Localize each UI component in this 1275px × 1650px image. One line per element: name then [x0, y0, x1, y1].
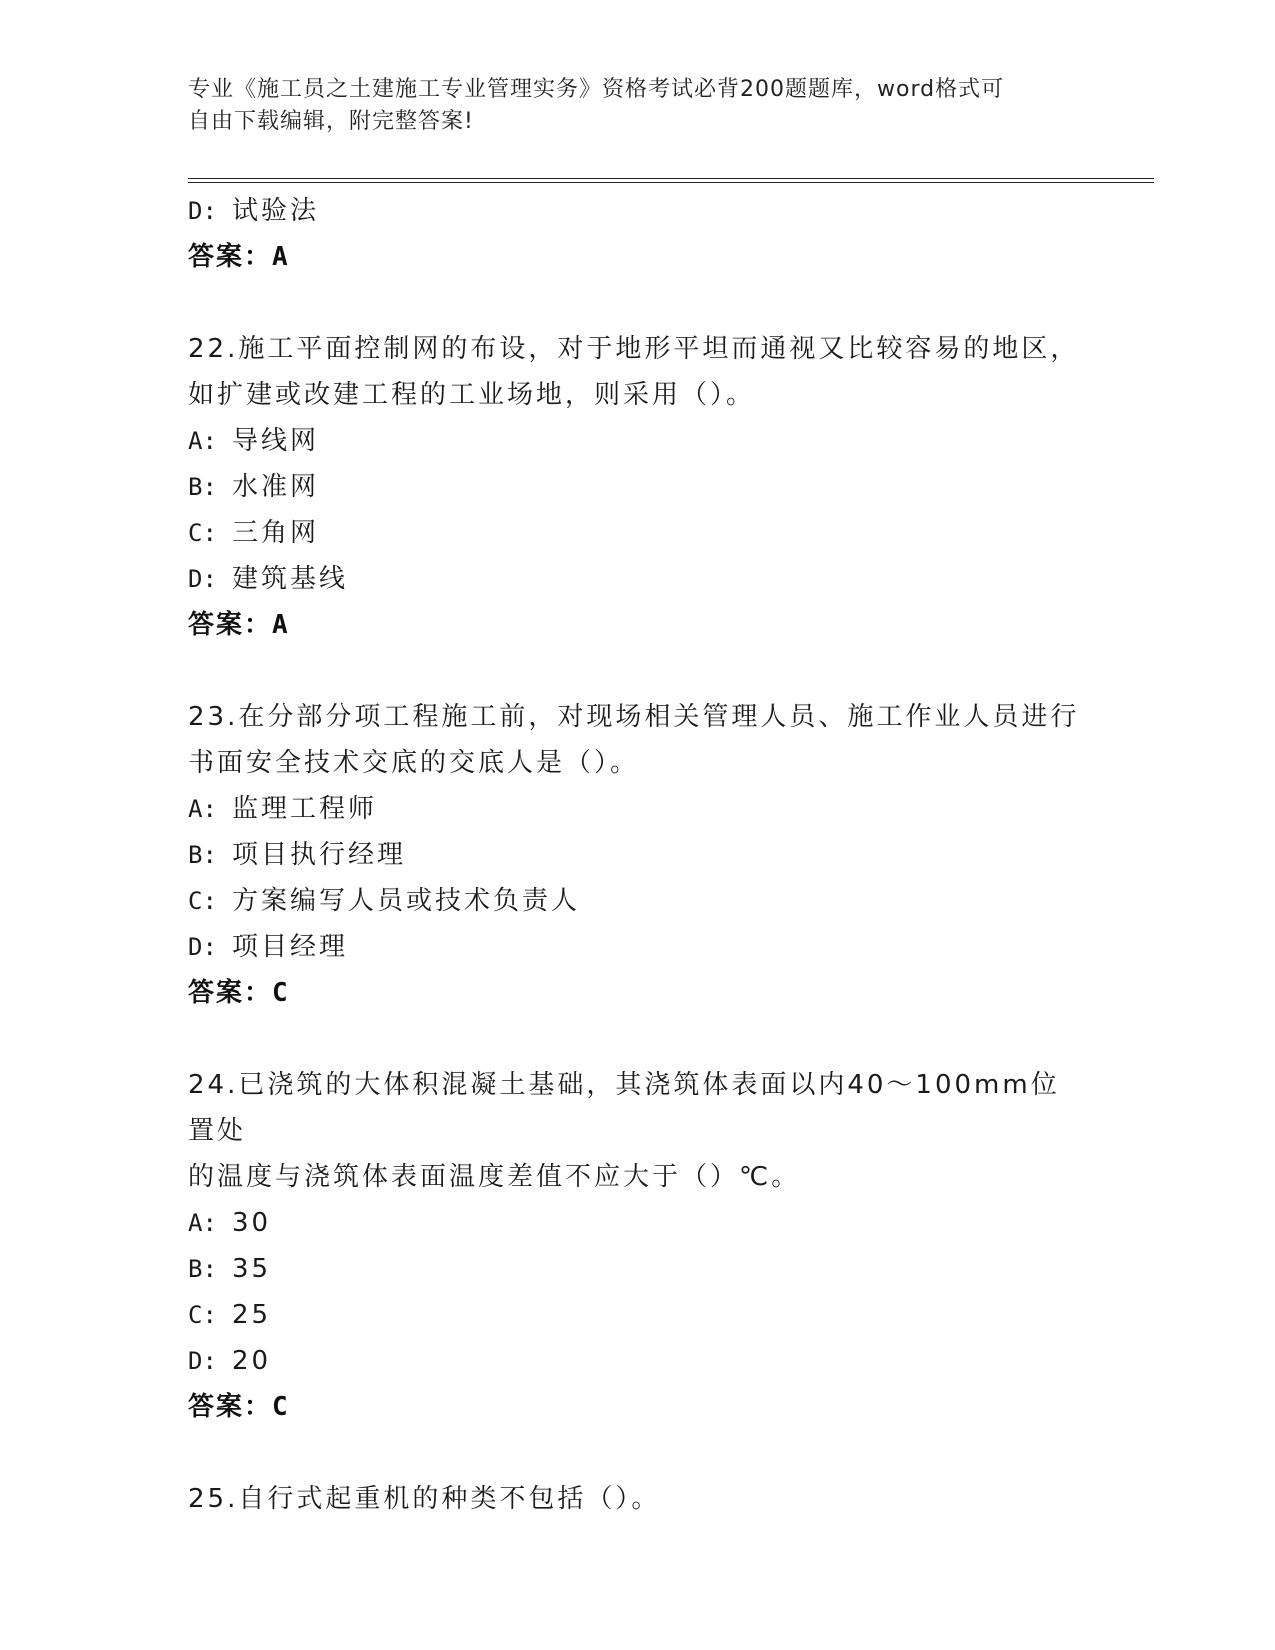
question-list: [188, 188, 1088, 1522]
option-key: D:: [188, 197, 217, 225]
option-d: [188, 556, 1088, 602]
option-text: 20: [232, 1346, 272, 1376]
option-key: B:: [188, 473, 217, 501]
question-25: [188, 1476, 1088, 1522]
option-key: C:: [188, 887, 217, 915]
option-key: A:: [188, 795, 217, 823]
option-key: D:: [188, 565, 217, 593]
question-text-line-2: 如扩建或改建工程的工业场地，则采用（）。: [188, 380, 756, 410]
question-22: [188, 326, 1088, 648]
option-c: [188, 1292, 1088, 1338]
header-line-1: 专业《施工员之土建施工专业管理实务》资格考试必背200题题库，word格式可: [188, 77, 1005, 102]
question-text-line-1: 22.施工平面控制网的布设，对于地形平坦而通视又比较容易的地区，: [188, 334, 1080, 364]
answer-value: C: [272, 978, 290, 1008]
option-key: C:: [188, 1301, 217, 1329]
answer-value: A: [272, 242, 290, 272]
question-text-line-1: 24.已浇筑的大体积混凝土基础，其浇筑体表面以内40～100mm位置处: [188, 1070, 1060, 1146]
answer-line: [188, 1384, 1088, 1430]
answer-label: 答案：: [188, 242, 273, 272]
option-b: [188, 1246, 1088, 1292]
option-b: [188, 832, 1088, 878]
answer-label: 答案：: [188, 610, 273, 640]
header-divider-top: [188, 178, 1154, 179]
answer-line: [188, 602, 1088, 648]
option-text: 导线网: [232, 426, 320, 456]
answer-label: 答案：: [188, 1392, 273, 1422]
question-text-line-2: 的温度与浇筑体表面温度差值不应大于（）℃。: [188, 1162, 801, 1192]
option-b: [188, 464, 1088, 510]
answer-value: C: [272, 1392, 290, 1422]
option-d: [188, 1338, 1088, 1384]
option-key: D:: [188, 933, 217, 961]
answer-value: A: [272, 610, 290, 640]
option-text: 监理工程师: [232, 794, 378, 824]
answer-label: 答案：: [188, 978, 273, 1008]
option-text: 35: [232, 1254, 272, 1284]
option-key: B:: [188, 841, 217, 869]
header-divider-bottom: [188, 182, 1154, 183]
answer-line: [188, 970, 1088, 1016]
question-24: [188, 1062, 1088, 1430]
option-key: C:: [188, 519, 217, 547]
option-text: 方案编写人员或技术负责人: [232, 886, 581, 916]
option-text: 水准网: [232, 472, 320, 502]
option-a: [188, 1200, 1088, 1246]
question-23: [188, 694, 1088, 1016]
header-line-2: 自由下载编辑，附完整答案!: [188, 109, 474, 134]
option-text: 项目执行经理: [232, 840, 407, 870]
option-text: 三角网: [232, 518, 320, 548]
option-d: [188, 924, 1088, 970]
option-a: [188, 786, 1088, 832]
option-key: A:: [188, 1209, 217, 1237]
question-text-line-2: 书面安全技术交底的交底人是（）。: [188, 748, 640, 778]
option-c: [188, 878, 1088, 924]
option-text: 建筑基线: [232, 564, 349, 594]
option-text: 试验法: [232, 196, 320, 226]
option-d: [188, 188, 1088, 234]
document-header: [188, 74, 1088, 138]
option-text: 25: [232, 1300, 272, 1330]
question-text-line-1: 25.自行式起重机的种类不包括（）。: [188, 1484, 661, 1514]
option-text: 30: [232, 1208, 272, 1238]
option-key: D:: [188, 1347, 217, 1375]
option-text: 项目经理: [232, 932, 349, 962]
answer-line: [188, 234, 1088, 280]
option-a: [188, 418, 1088, 464]
question-text-line-1: 23.在分部分项工程施工前，对现场相关管理人员、施工作业人员进行: [188, 702, 1080, 732]
option-c: [188, 510, 1088, 556]
option-key: B:: [188, 1255, 217, 1283]
option-key: A:: [188, 427, 217, 455]
